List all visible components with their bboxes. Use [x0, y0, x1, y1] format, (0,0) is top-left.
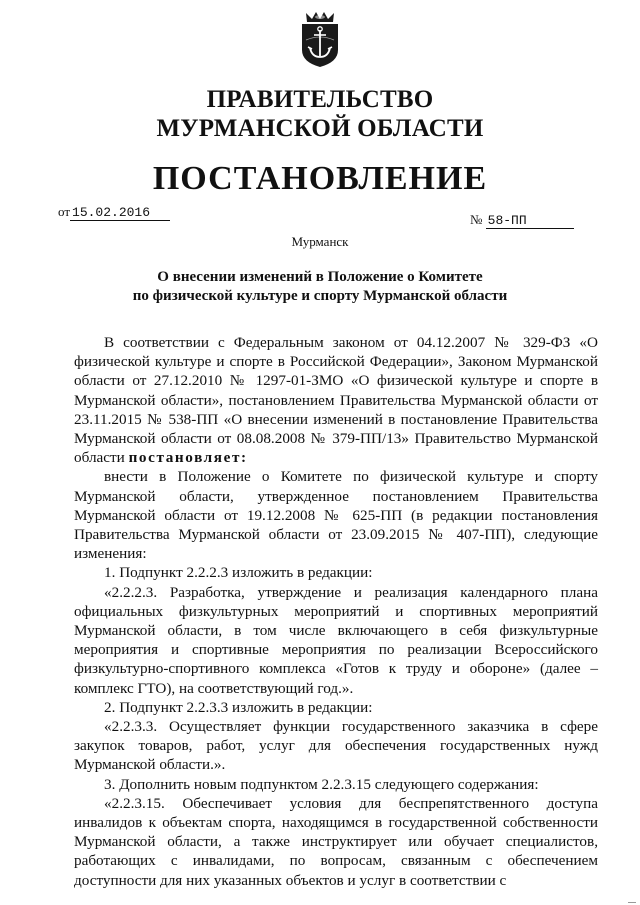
item-1-text: «2.2.2.3. Разработка, утверждение и реализация календарного плана официальных физкультурных мероприятий и спортивных мероприятий Мурманской области, в том числе включающего в себя физкультурные мероприятия и спортивные мероприятия по реализации Всероссийского физкультурно-спортивного комплекса «Готов к труду и обороне» (далее – комплекс ГТО), на соответствующий год.».	[74, 583, 598, 697]
item-3-heading: 3. Дополнить новым подпунктом 2.2.3.15 следующего содержания:	[104, 775, 539, 793]
issuer-name	[0, 85, 640, 143]
document-number	[470, 212, 574, 229]
preamble-text: В соответствии с Федеральным законом от 04.12.2007 № 329-ФЗ «О физической культуре и спорте в Российской Федерации», Законом Мурманской области от 27.12.2010 № 1297-01-ЗМО «О физической культуре и спорте в Мурманской области», постановлением Правительства Мурманской области от 23.11.2015 № 538-ПП «О внесении изменений в постановление Правительства Мурманской области от 08.08.2008 № 379-ПП/13» Правительство Мурманской области	[74, 334, 598, 467]
title-line-1: О внесении изменений в Положение о Комитете	[157, 269, 483, 285]
item-3-text: «2.2.3.15. Обеспечивает условия для беспрепятственного доступа инвалидов к объектам спорта, находящимся в государственной собственности Мурманской области, а также инструктирует или обучает специалистов, работающих с инвалидами, по вопросам, связанным с обеспечением доступности для них указанных объектов и услуг в соответствии с	[74, 794, 598, 889]
page-mark	[628, 902, 636, 903]
document-body	[74, 333, 598, 890]
city: Мурманск	[291, 234, 349, 249]
issuer-line-1: ПРАВИТЕЛЬСТВО	[206, 86, 434, 113]
item-2-heading: 2. Подпункт 2.2.3.3 изложить в редакции:	[104, 698, 373, 716]
document-type: ПОСТАНОВЛЕНИЕ	[152, 160, 488, 197]
number-prefix: №	[470, 212, 483, 227]
decree-word: постановляет:	[128, 449, 248, 467]
title-line-2: по физической культуре и спорту Мурманской области	[132, 288, 508, 304]
issuer-line-2: МУРМАНСКОЙ ОБЛАСТИ	[156, 115, 484, 142]
document-title	[60, 268, 580, 306]
date-prefix: от	[58, 204, 71, 219]
item-1-heading: 1. Подпункт 2.2.2.3 изложить в редакции:	[104, 564, 373, 582]
item-2-text: «2.2.3.3. Осуществляет функции государственного заказчика в сфере закупок товаров, работ, услуг для обеспечения государственных нужд Мурманской области.».	[74, 718, 598, 774]
document-date	[58, 204, 170, 221]
date-value: 15.02.2016	[70, 205, 170, 221]
number-value: 58-ПП	[486, 213, 574, 229]
paragraph-main: внести в Положение о Комитете по физической культуре и спорту Мурманской области, утвержденное постановлением Правительства Мурманской области от 19.12.2008 № 625-ПП (в редакции постановления Правительства Мурманской области от 23.09.2015 № 407-ПП), следующие изменения:	[74, 468, 598, 563]
coat-of-arms-icon	[298, 10, 342, 68]
preamble-paragraph	[74, 333, 598, 467]
